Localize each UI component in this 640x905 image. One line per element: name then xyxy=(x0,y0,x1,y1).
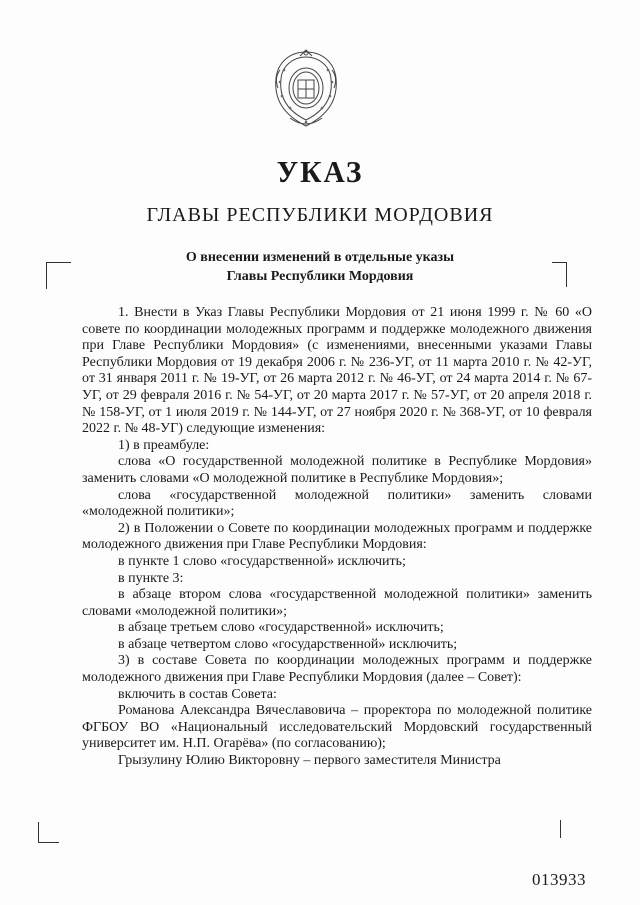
paragraph: Грызулину Юлию Викторовну – первого заместителя Министра xyxy=(118,753,501,769)
heading-line-1: О внесении изменений в отдельные указы xyxy=(185,250,455,265)
heading-line-2: Главы Республики Мордовия xyxy=(226,269,414,284)
corner-mark-bottom-right xyxy=(560,820,562,838)
paragraph: в пункте 3: xyxy=(118,570,184,586)
corner-mark-bottom-left xyxy=(38,822,59,843)
coat-of-arms-emblem xyxy=(270,48,342,130)
paragraph: Романова Александра Вячеславовича – проректора по молодежной политике ФГБОУ ВО «Национальный исследовательский Мордовский государственный университет им. Н.П. Огарёва» (по согласованию); xyxy=(82,703,592,752)
document-subtitle: ГЛАВЫ РЕСПУБЛИКИ МОРДОВИЯ xyxy=(146,204,494,226)
corner-mark-top-left xyxy=(46,262,71,289)
paragraph: слова «О государственной молодежной политике в Республике Мордовия» заменить словами «О молодежной политике в Республике Мордовия»; xyxy=(82,454,592,486)
paragraph: 2) в Положении о Совете по координации молодежных программ и поддержке молодежного движения при Главе Республики Мордовия: xyxy=(82,520,592,553)
document-body xyxy=(82,305,592,770)
paragraph: слова «государственной молодежной политики» заменить словами «молодежной политики»; xyxy=(82,487,592,520)
paragraph: в абзаце третьем слово «государственной» исключить; xyxy=(118,620,444,636)
paragraph: 3) в составе Совета по координации молодежных программ и поддержке молодежного движения при Главе Республики Мордовия (далее – Совет): xyxy=(82,653,592,686)
paragraph: в абзаце четвертом слово «государственной» исключить; xyxy=(118,636,458,652)
document-number: 013933 xyxy=(532,870,586,889)
corner-mark-top-right xyxy=(552,262,567,287)
paragraph: 1) в преамбуле: xyxy=(118,437,210,453)
paragraph: включить в состав Совета: xyxy=(118,686,277,702)
paragraph: 1. Внести в Указ Главы Республики Мордовия от 21 июня 1999 г. № 60 «О совете по координации молодежных программ и поддержке молодежного движения при Главе Республики Мордовия» (с изменениями, внесенными указами Главы Республики Мордовия от 19 декабря 2006 г. № 236-УГ, от 11 марта 2010 г. № 42-УГ, от 31 января 2011 г. № 19-УГ, от 26 марта 2012 г. № 46-УГ, от 24 марта 2014 г. № 67-УГ, от 29 февраля 2016 г. № 54-УГ, от 20 марта 2017 г. № 57-УГ, от 20 апреля 2018 г. № 158-УГ, от 1 июля 2019 г. № 144-УГ, от 27 ноября 2020 г. № 368-УГ, от 10 февраля 2022 г. № 48-УГ) следующие изменения: xyxy=(82,305,592,437)
paragraph: в абзаце втором слова «государственной молодежной политики» заменить словами «молодежной политики»; xyxy=(82,587,592,619)
document-title: УКАЗ xyxy=(276,154,364,189)
document-heading xyxy=(0,248,640,286)
paragraph: в пункте 1 слово «государственной» исключить; xyxy=(118,553,406,569)
